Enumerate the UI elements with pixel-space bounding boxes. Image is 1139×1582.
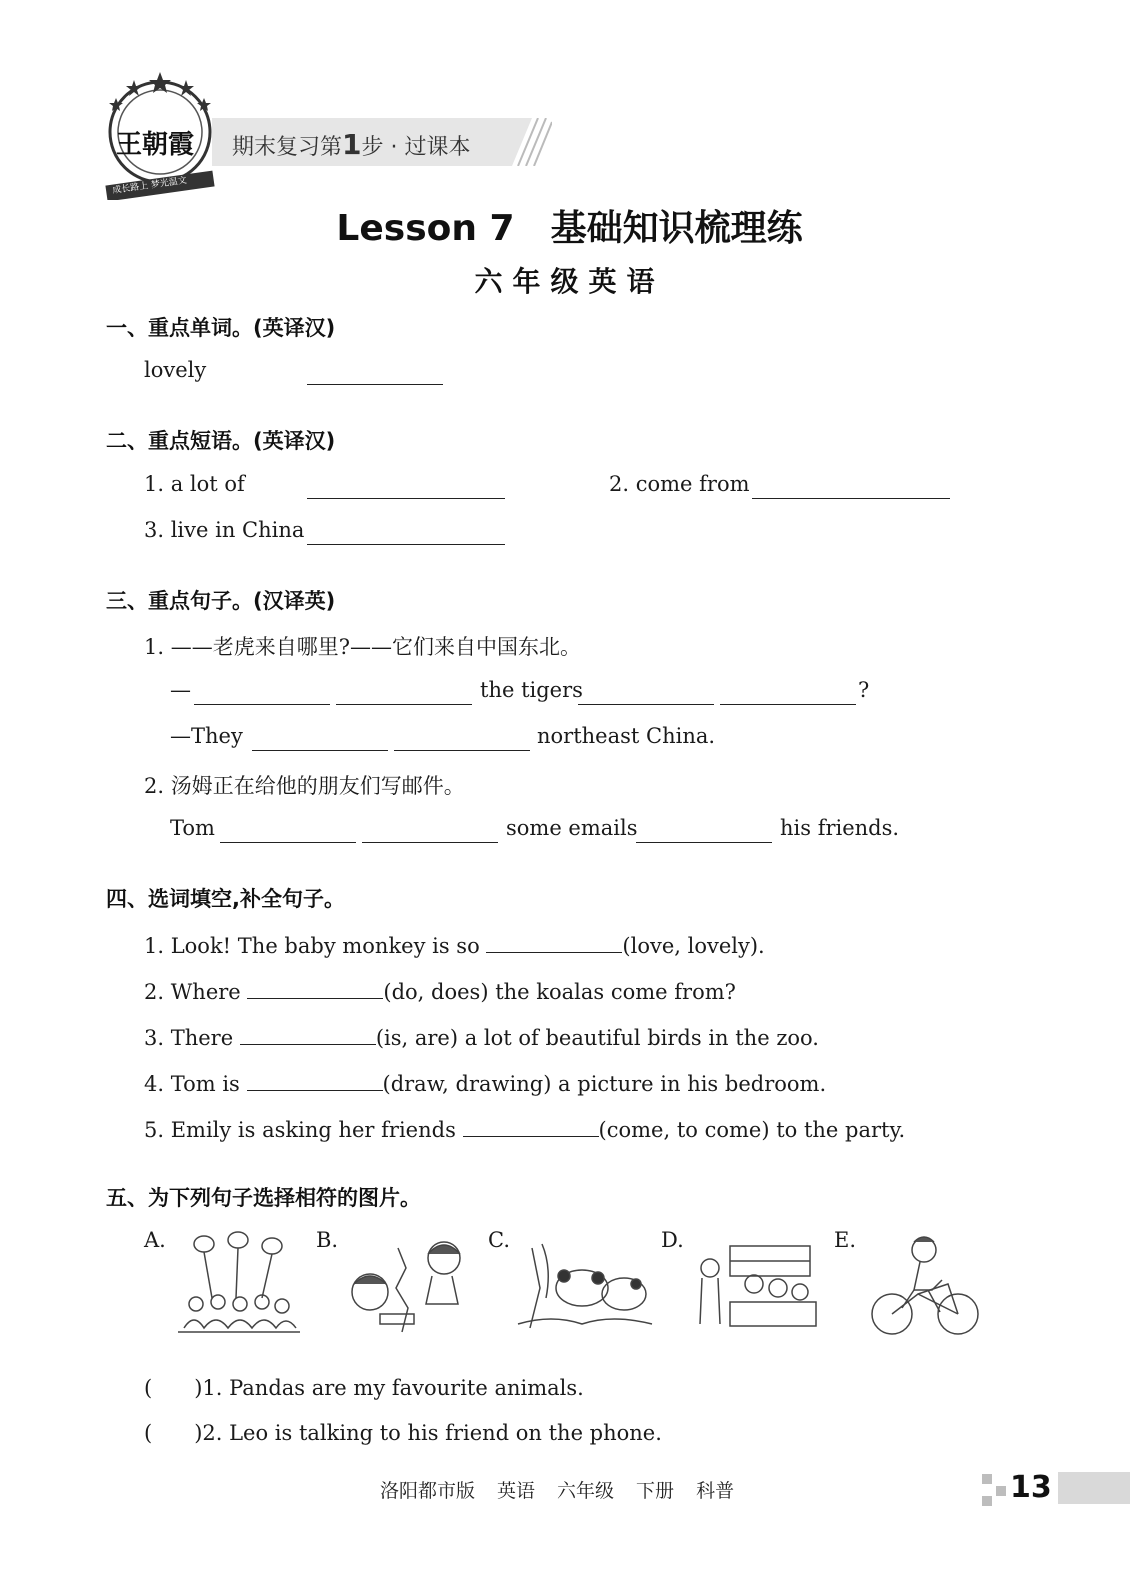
- image-label-a: A.: [144, 1228, 166, 1252]
- s4-blank-2[interactable]: [247, 976, 383, 999]
- s3-q1-qmark: ?: [858, 678, 870, 702]
- picture-c-pandas: [512, 1228, 642, 1338]
- logo-slogan: 成长路上 梦光温文: [111, 175, 188, 197]
- s2-blank-3[interactable]: [307, 522, 505, 545]
- s3-question-1: 1. ——老虎来自哪里?——它们来自中国东北。: [144, 635, 581, 659]
- picture-e-bicycle: [862, 1228, 992, 1338]
- footer-info: 洛阳都市版 英语 六年级 下册 科普: [380, 1480, 735, 1502]
- page-decor-square: [982, 1496, 992, 1506]
- s5-question-2: ( )2. Leo is talking to his friend on the phone.: [144, 1421, 662, 1445]
- s3-q1b-blank-1[interactable]: [252, 728, 388, 751]
- section-5-heading: 五、为下列句子选择相符的图片。: [106, 1186, 421, 1210]
- s1-blank[interactable]: [307, 362, 443, 385]
- s2-phrase-2: 2. come from: [609, 472, 750, 496]
- image-label-e: E.: [834, 1228, 857, 1252]
- s4-blank-1[interactable]: [486, 930, 622, 953]
- section-3-heading: 三、重点句子。(汉译英): [106, 589, 336, 613]
- s3-q1-mid: the tigers: [480, 678, 583, 702]
- s4-item-5: 5. Emily is asking her friends (come, to come) to the party.: [144, 1114, 905, 1142]
- s2-blank-1[interactable]: [307, 476, 505, 499]
- s4-item-4: 4. Tom is (draw, drawing) a picture in his bedroom.: [144, 1068, 826, 1096]
- image-label-d: D.: [661, 1228, 684, 1252]
- s3-q1-blank-4[interactable]: [720, 682, 856, 705]
- section-4-heading: 四、选词填空,补全句子。: [106, 887, 345, 911]
- section-2-heading: 二、重点短语。(英译汉): [106, 429, 336, 453]
- page-decor-square: [982, 1474, 992, 1484]
- page-title: Lesson 7 基础知识梳理练: [336, 208, 803, 249]
- picture-d-family-at-table: [694, 1228, 824, 1338]
- s4-item-2: 2. Where (do, does) the koalas come from?: [144, 976, 736, 1004]
- page-number: 13: [1010, 1470, 1052, 1505]
- s5-question-1: ( )1. Pandas are my favourite animals.: [144, 1376, 584, 1400]
- s3-q2-blank-3[interactable]: [636, 820, 772, 843]
- s3-q1-blank-1[interactable]: [194, 682, 330, 705]
- s3-q1b-end: northeast China.: [537, 724, 716, 748]
- s3-q1-dash: —: [170, 678, 191, 702]
- image-label-c: C.: [488, 1228, 510, 1252]
- s4-blank-3[interactable]: [240, 1022, 376, 1045]
- s3-question-2: 2. 汤姆正在给他的朋友们写邮件。: [144, 774, 465, 798]
- s2-phrase-3: 3. live in China: [144, 518, 305, 542]
- s3-q2-blank-2[interactable]: [362, 820, 498, 843]
- image-label-b: B.: [316, 1228, 339, 1252]
- s2-phrase-1: 1. a lot of: [144, 472, 245, 496]
- banner-text: 期末复习第1步 · 过课本: [232, 128, 471, 161]
- s4-item-3: 3. There (is, are) a lot of beautiful birds in the zoo.: [144, 1022, 819, 1050]
- s1-word: lovely: [144, 358, 207, 382]
- page-number-bar: [1058, 1472, 1130, 1504]
- page-subtitle: 六年级英语: [474, 265, 665, 298]
- s4-blank-5[interactable]: [463, 1114, 599, 1137]
- picture-b-phone-call: [340, 1228, 470, 1338]
- page-decor-square: [996, 1486, 1006, 1496]
- s3-q2-blank-1[interactable]: [220, 820, 356, 843]
- s3-q2-end: his friends.: [780, 816, 900, 840]
- s4-item-1: 1. Look! The baby monkey is so (love, lovely).: [144, 930, 765, 958]
- s3-q1-blank-3[interactable]: [578, 682, 714, 705]
- s3-q1-blank-2[interactable]: [336, 682, 472, 705]
- s3-q2-start: Tom: [170, 816, 215, 840]
- s3-q1b-blank-2[interactable]: [394, 728, 530, 751]
- section-1-heading: 一、重点单词。(英译汉): [106, 316, 336, 340]
- s2-blank-2[interactable]: [752, 476, 950, 499]
- s3-q2-mid: some emails: [506, 816, 638, 840]
- picture-a-kids-with-balloons: [174, 1228, 304, 1338]
- logo-brand-text: 王朝霞: [116, 130, 195, 160]
- s3-q1b-start: —They: [170, 724, 243, 748]
- s4-blank-4[interactable]: [247, 1068, 383, 1091]
